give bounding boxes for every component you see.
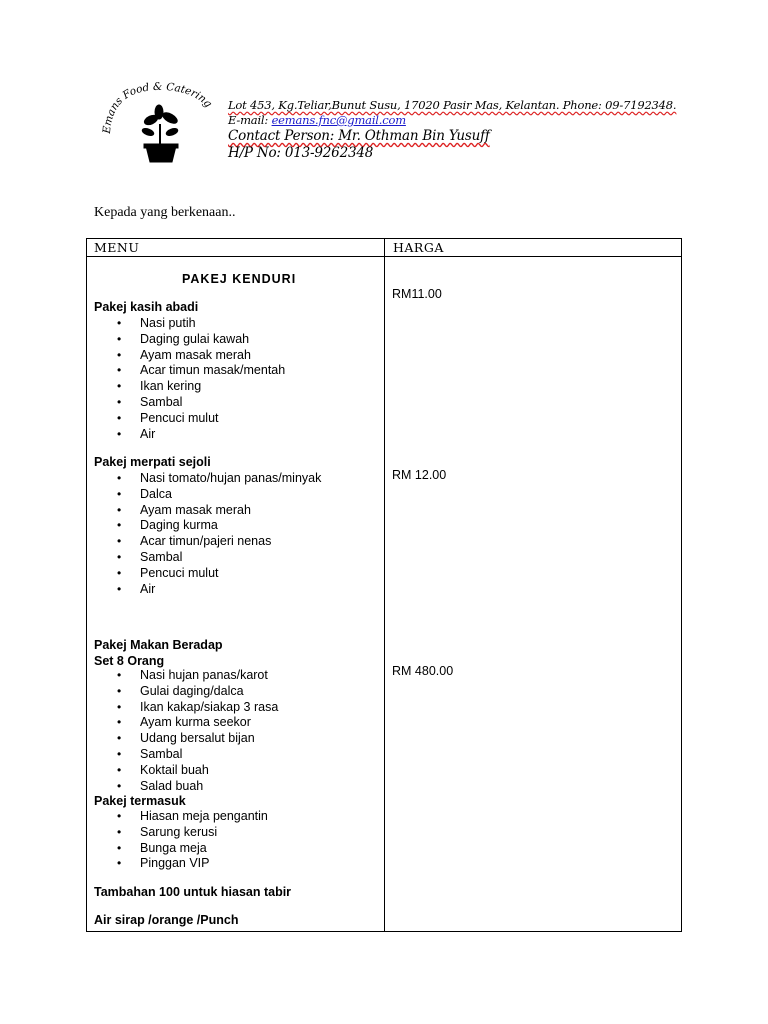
list-item: • Acar timun/pajeri nenas (87, 534, 321, 550)
company-address: Lot 453, Kg.Teliar,Bunut Susu, 17020 Pasir Mas, Kelantan. Phone: 09-7192348. (228, 98, 677, 112)
plant-pot-icon (141, 105, 179, 162)
list-item: • Sambal (87, 395, 285, 411)
list-item: • Sambal (87, 550, 321, 566)
list-item: • Nasi hujan panas/karot (87, 668, 278, 684)
list-item: • Udang bersalut bijan (87, 731, 278, 747)
package-price: RM11.00 (392, 287, 442, 301)
header-harga: HARGA (393, 240, 444, 255)
table-header-row (87, 239, 681, 257)
list-item: • Air (87, 582, 321, 598)
list-item: • Bunga meja (87, 841, 268, 857)
company-email: E-mail: eemans.fnc@gmail.com (228, 113, 406, 127)
list-item: • Pencuci mulut (87, 566, 321, 582)
package-name: Pakej merpati sejoli (94, 455, 211, 469)
drink-note: Air sirap /orange /Punch (94, 913, 239, 927)
letterhead (228, 98, 676, 162)
list-item: • Sarung kerusi (87, 825, 268, 841)
logo-text: Emans Food & Catering (102, 82, 215, 135)
package-item-list (87, 471, 321, 597)
menu-table (86, 238, 682, 932)
extra-note: Tambahan 100 untuk hiasan tabir (94, 885, 292, 899)
list-item: • Ikan kakap/siakap 3 rasa (87, 700, 278, 716)
list-item: • Hiasan meja pengantin (87, 809, 268, 825)
list-item: • Ayam masak merah (87, 348, 285, 364)
package-item-list (87, 316, 285, 442)
company-logo (102, 82, 220, 166)
email-link[interactable]: eemans.fnc@gmail.com (271, 113, 406, 127)
list-item: • Gulai daging/dalca (87, 684, 278, 700)
column-divider (384, 239, 385, 931)
package-price: RM 480.00 (392, 664, 454, 678)
list-item: • Daging gulai kawah (87, 332, 285, 348)
salutation: Kepada yang berkenaan.. (94, 205, 236, 220)
header-menu: MENU (94, 240, 140, 255)
list-item: • Dalca (87, 487, 321, 503)
included-label: Pakej termasuk (94, 794, 186, 808)
phone-number: H/P No: 013-9262348 (228, 145, 374, 161)
contact-person: Contact Person: Mr. Othman Bin Yusuff (228, 128, 490, 144)
package-item-list (87, 668, 278, 794)
list-item: • Pinggan VIP (87, 856, 268, 872)
list-item: • Koktail buah (87, 763, 278, 779)
package-price: RM 12.00 (392, 468, 447, 482)
included-item-list (87, 809, 268, 872)
list-item: • Ayam kurma seekor (87, 715, 278, 731)
list-item: • Pencuci mulut (87, 411, 285, 427)
package-subtitle: Set 8 Orang (94, 654, 165, 668)
package-name: Pakej kasih abadi (94, 300, 199, 314)
list-item: • Nasi tomato/hujan panas/minyak (87, 471, 321, 487)
list-item: • Daging kurma (87, 518, 321, 534)
list-item: • Ayam masak merah (87, 503, 321, 519)
list-item: • Salad buah (87, 779, 278, 795)
list-item: • Acar timun masak/mentah (87, 363, 285, 379)
package-name: Pakej Makan Beradap (94, 638, 223, 652)
list-item: • Ikan kering (87, 379, 285, 395)
list-item: • Nasi putih (87, 316, 285, 332)
section-title: PAKEJ KENDURI (182, 272, 297, 286)
list-item: • Air (87, 427, 285, 443)
list-item: • Sambal (87, 747, 278, 763)
